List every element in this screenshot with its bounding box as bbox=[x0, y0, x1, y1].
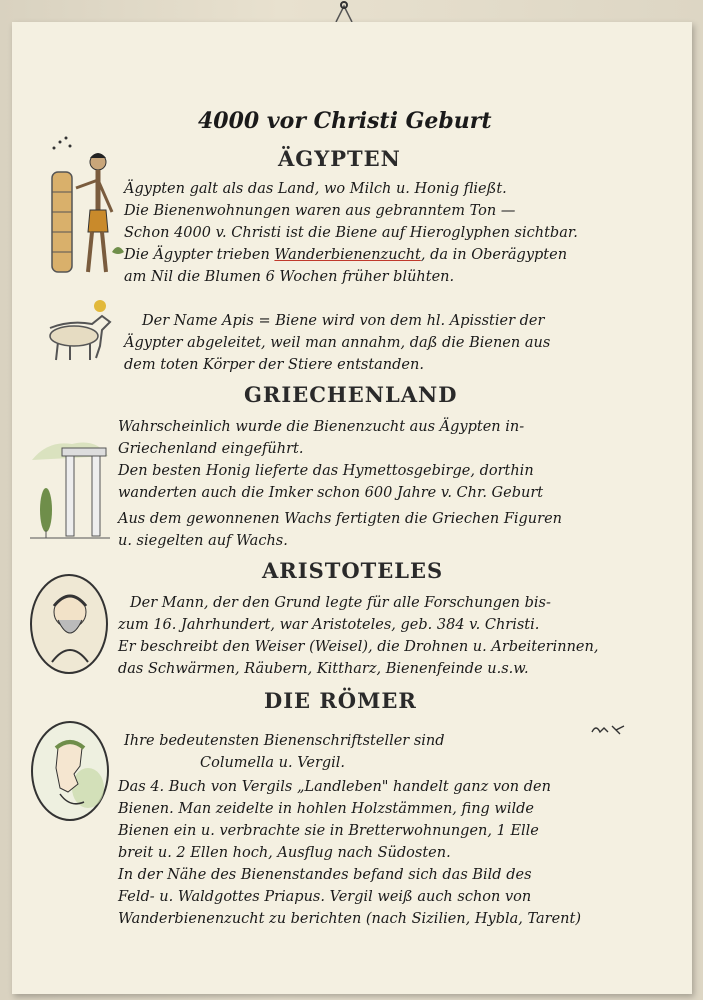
hanging-hook-icon bbox=[332, 0, 356, 24]
aegypten-line-4: Die Ägypter trieben Wanderbienenzucht, da in Oberägypten bbox=[124, 247, 568, 263]
griechenland-line-6: u. siegelten auf Wachs. bbox=[118, 533, 288, 549]
roemer-line-3: Das 4. Buch von Vergils „Landleben" handelt ganz von den bbox=[118, 779, 551, 795]
aristoteles-line-2: zum 16. Jahrhundert, war Aristoteles, geb. 384 v. Christi. bbox=[118, 617, 540, 633]
aegypten-line-4-text: Die Ägypter trieben bbox=[124, 247, 275, 263]
griechenland-line-4: wanderten auch die Imker schon 600 Jahre v. Chr. Geburt bbox=[118, 485, 544, 501]
highlight-wanderbienenzucht: Wanderbienenzucht bbox=[274, 247, 421, 263]
greek-columns-icon bbox=[28, 430, 112, 542]
roemer-line-8: Feld- u. Waldgottes Priapus. Vergil weiß auch schon von bbox=[118, 889, 532, 905]
apis-bull-icon bbox=[40, 298, 120, 368]
aegypten-line-1: Ägypten galt als das Land, wo Milch u. Honig fließt. bbox=[124, 181, 507, 197]
roemer-line-7: In der Nähe des Bienenstandes befand sich das Bild des bbox=[118, 867, 532, 883]
aristoteles-line-4: das Schwärmen, Räubern, Kittharz, Bienenfeinde u.s.w. bbox=[118, 661, 529, 677]
aristoteles-line-1: Der Mann, der den Grund legte für alle Forschungen bis- bbox=[130, 595, 551, 611]
apis-line-1: Der Name Apis = Biene wird von dem hl. Apisstier der bbox=[142, 313, 545, 329]
griechenland-line-1: Wahrscheinlich wurde die Bienenzucht aus Ägypten in- bbox=[118, 419, 525, 435]
aegypten-line-2: Die Bienenwohnungen waren aus gebranntem Ton — bbox=[124, 203, 516, 219]
roemer-line-2: Columella u. Vergil. bbox=[200, 755, 346, 771]
roemer-line-1: Ihre bedeutensten Bienenschriftsteller sind bbox=[124, 733, 445, 749]
heading-aegypten: ÄGYPTEN bbox=[278, 146, 401, 171]
roemer-line-5: Bienen ein u. verbrachte sie in Bretterwohnungen, 1 Elle bbox=[118, 823, 539, 839]
poster-title: 4000 vor Christi Geburt bbox=[198, 108, 492, 134]
roemer-line-6: breit u. 2 Ellen hoch, Ausflug nach Südosten. bbox=[118, 845, 451, 861]
griechenland-line-3: Den besten Honig lieferte das Hymettosgebirge, dorthin bbox=[118, 463, 534, 479]
aegypten-line-3: Schon 4000 v. Christi ist die Biene auf Hieroglyphen sichtbar. bbox=[124, 225, 578, 241]
signature-mark-icon bbox=[590, 722, 626, 738]
heading-aristoteles: ARISTOTELES bbox=[262, 558, 444, 583]
poster-board bbox=[12, 22, 692, 994]
roemer-line-4: Bienen. Man zeidelte in hohlen Holzstämmen, fing wilde bbox=[118, 801, 534, 817]
aegypten-line-5: am Nil die Blumen 6 Wochen früher blühten. bbox=[124, 269, 455, 285]
vergil-portrait-icon bbox=[28, 718, 112, 824]
griechenland-line-2: Griechenland eingeführt. bbox=[118, 441, 304, 457]
heading-griechenland: GRIECHENLAND bbox=[244, 382, 458, 407]
heading-roemer: DIE RÖMER bbox=[264, 688, 417, 713]
aristoteles-line-3: Er beschreibt den Weiser (Weisel), die Drohnen u. Arbeiterinnen, bbox=[118, 639, 599, 655]
apis-line-3: dem toten Körper der Stiere entstanden. bbox=[124, 357, 424, 373]
griechenland-line-5: Aus dem gewonnenen Wachs fertigten die Griechen Figuren bbox=[118, 511, 562, 527]
aristoteles-portrait-icon bbox=[28, 572, 110, 676]
roemer-line-9: Wanderbienenzucht zu berichten (nach Sizilien, Hybla, Tarent) bbox=[118, 911, 582, 927]
apis-line-2: Ägypter abgeleitet, weil man annahm, daß die Bienen aus bbox=[124, 335, 551, 351]
